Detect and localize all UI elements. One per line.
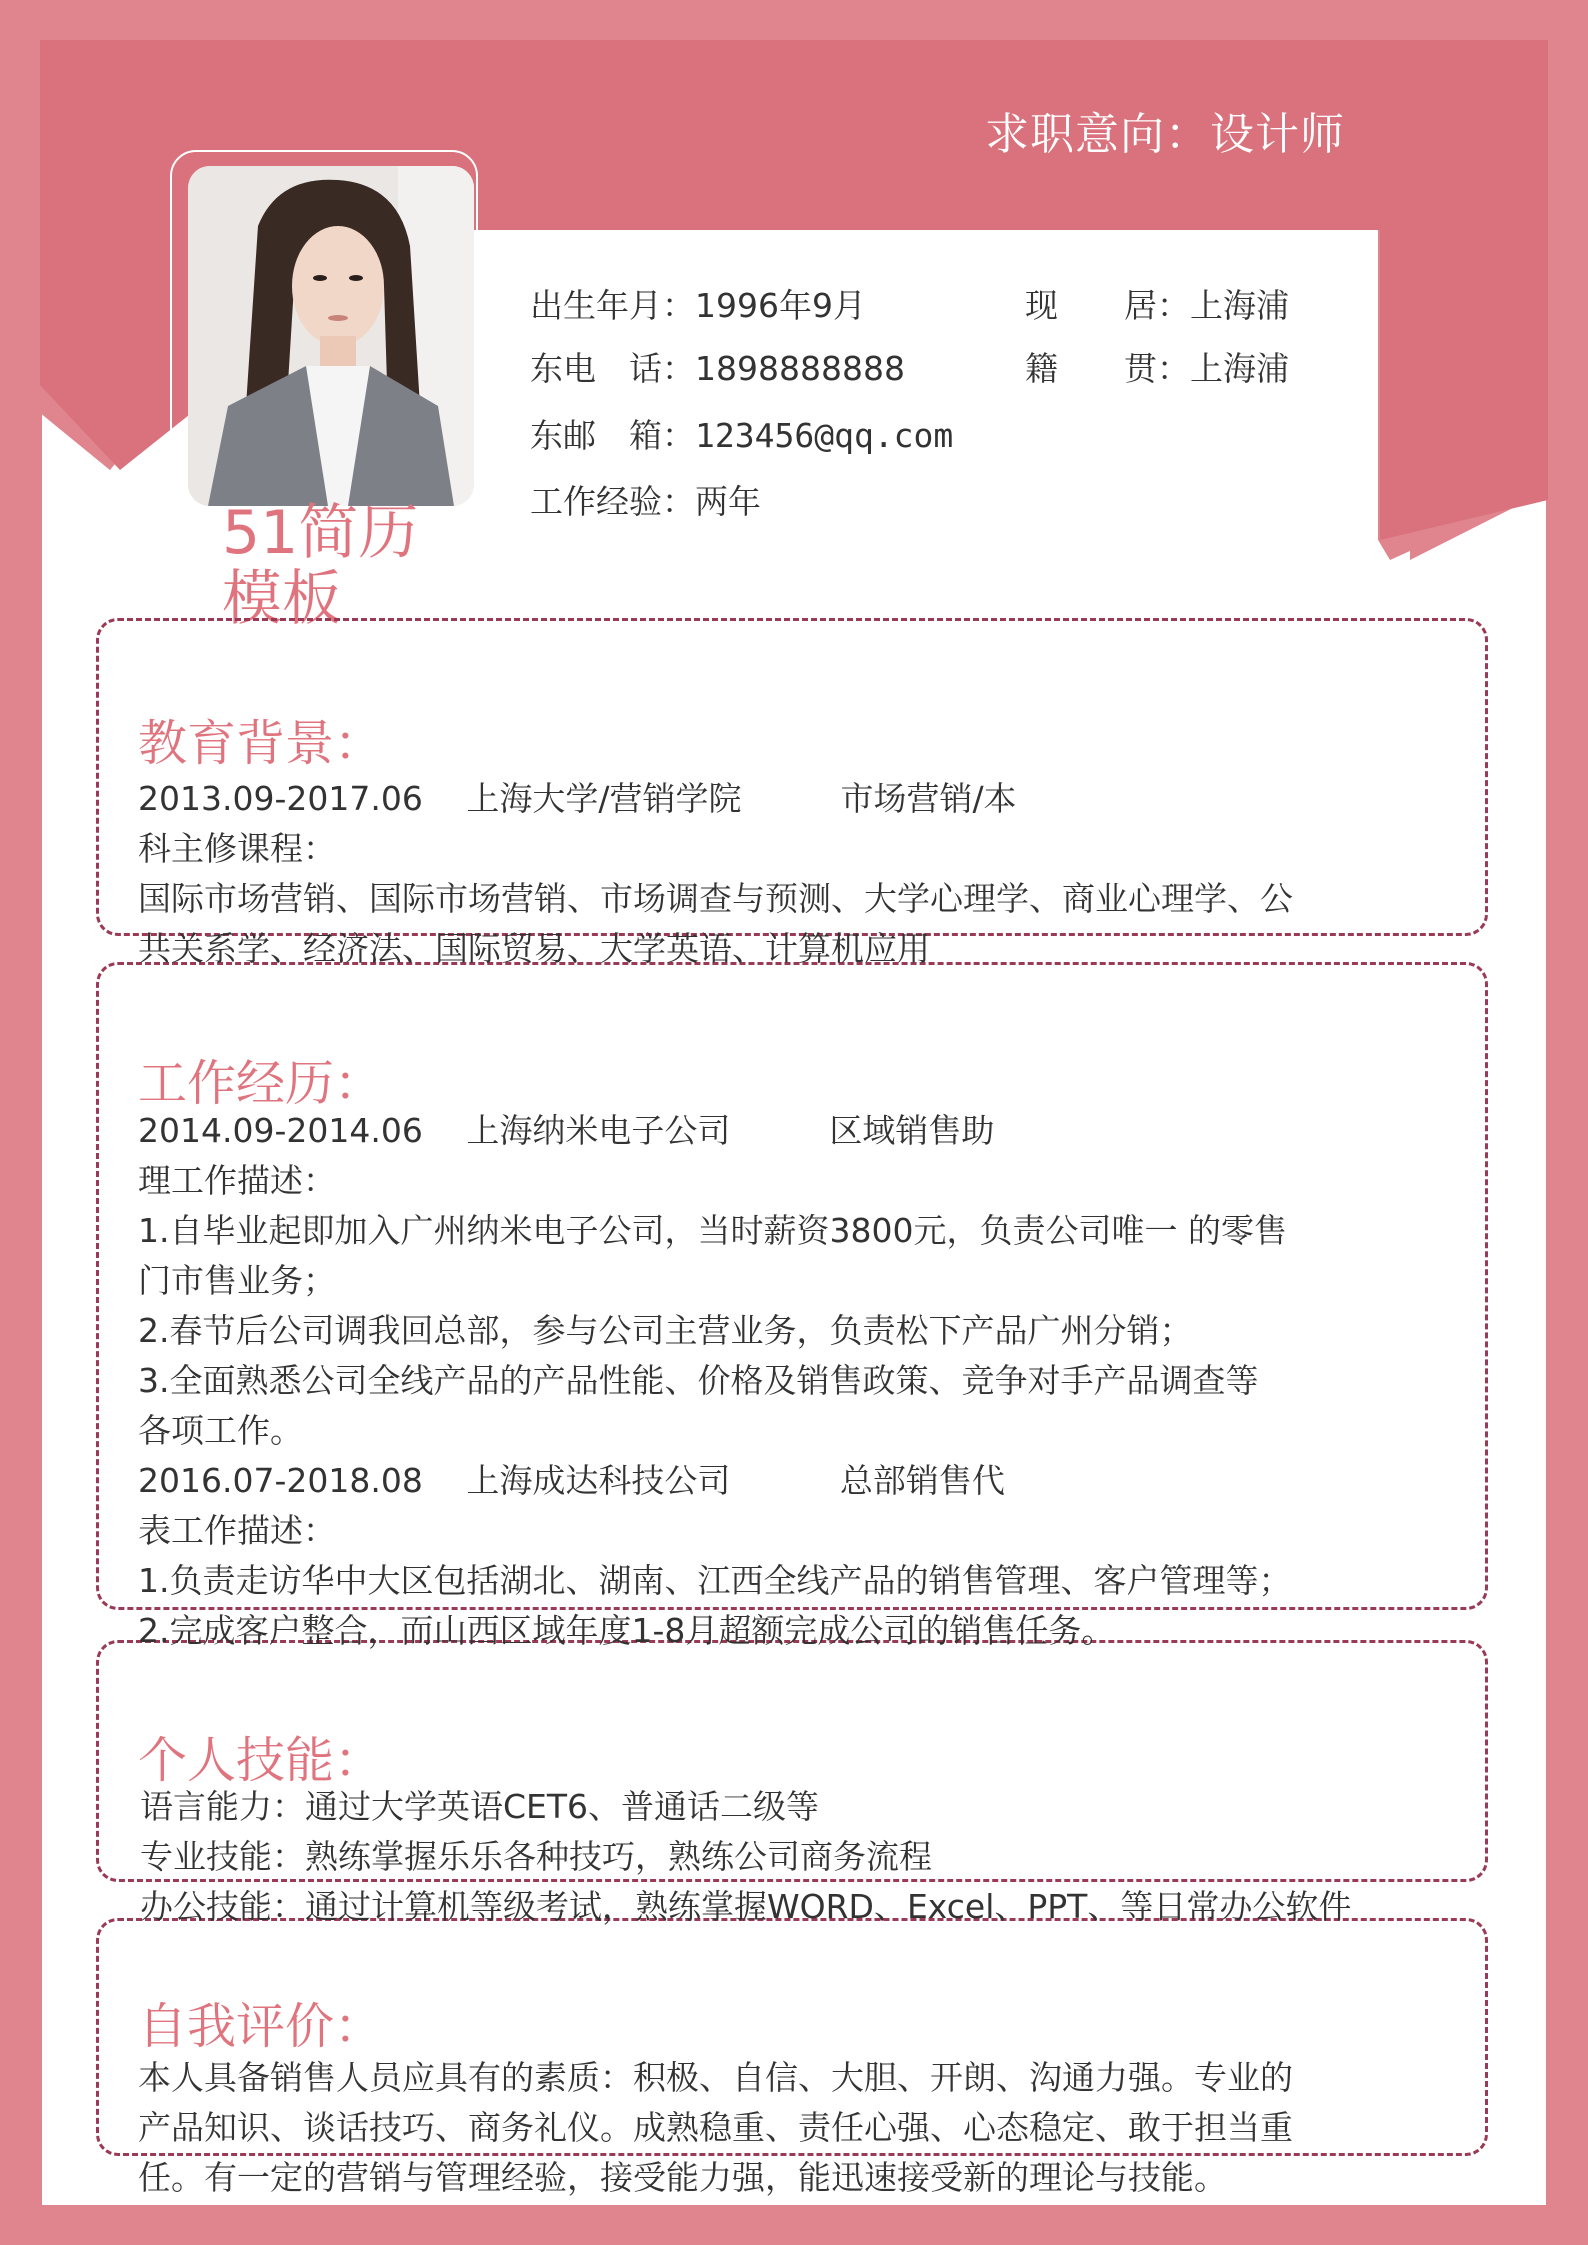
work-line: 2016.07-2018.08 上海成达科技公司 总部销售代 xyxy=(138,1461,1005,1500)
work-line: 门市售业务； xyxy=(138,1261,336,1300)
birth-value: 1996年9月 xyxy=(695,286,866,325)
birth-row xyxy=(530,280,866,327)
email-value: 123456@qq.com xyxy=(695,416,954,455)
email-label: 东邮 箱： xyxy=(530,416,695,455)
birth-label: 出生年月： xyxy=(530,286,695,325)
work-line: 1.负责走访华中大区包括湖北、湖南、江西全线产品的销售管理、客户管理等； xyxy=(138,1561,1292,1600)
profile-photo xyxy=(188,166,474,506)
phone-row xyxy=(530,343,905,390)
skills-body xyxy=(140,1782,1351,1932)
work-line: 2.春节后公司调我回总部，参与公司主营业务，负责松下产品广州分销； xyxy=(138,1311,1193,1350)
self-eval-title: 自我评价： xyxy=(138,1998,384,2055)
phone-value: 1898888888 xyxy=(695,349,905,388)
work-line: 2014.09-2014.06 上海纳米电子公司 区域销售助 xyxy=(138,1111,995,1150)
work-line: 1.自毕业起即加入广州纳米电子公司，当时薪资3800元，负责公司唯一 的零售 xyxy=(138,1211,1287,1250)
skills-title: 个人技能： xyxy=(138,1732,384,1789)
experience-row xyxy=(530,476,761,523)
residence-value: 上海浦 xyxy=(1190,286,1289,325)
work-line: 3.全面熟悉公司全线产品的产品性能、价格及销售政策、竞争对手产品调查等 xyxy=(138,1361,1259,1400)
experience-label: 工作经验： xyxy=(530,482,695,521)
skills-line: 语言能力：通过大学英语CET6、普通话二级等 xyxy=(140,1787,820,1826)
logo-watermark: 51简历模板 xyxy=(222,498,419,634)
work-title: 工作经历： xyxy=(138,1055,384,1112)
skills-line: 办公技能：通过计算机等级考试，熟练掌握WORD、Excel、PPT、等日常办公软件 xyxy=(140,1887,1352,1926)
origin-value: 上海浦 xyxy=(1190,349,1289,388)
skills-line: 专业技能：熟练掌握乐乐各种技巧，熟练公司商务流程 xyxy=(140,1837,932,1876)
residence-label: 现 居： xyxy=(1025,286,1190,325)
education-line: 国际市场营销、国际市场营销、市场调查与预测、大学心理学、商业心理学、公 xyxy=(138,879,1293,918)
education-line: 科主修课程： xyxy=(138,829,336,868)
education-line: 2013.09-2017.06 上海大学/营销学院 市场营销/本 xyxy=(138,779,1017,818)
experience-value: 两年 xyxy=(695,482,761,521)
self-eval-line: 任。有一定的营销与管理经验，接受能力强，能迅速接受新的理论与技能。 xyxy=(138,2158,1227,2197)
work-line: 表工作描述： xyxy=(138,1511,336,1550)
education-title: 教育背景： xyxy=(138,715,384,772)
residence-row xyxy=(1025,280,1289,327)
self-eval-line: 本人具备销售人员应具有的素质：积极、自信、大胆、开朗、沟通力强。专业的 xyxy=(138,2058,1293,2097)
person-photo-icon xyxy=(188,166,474,506)
education-line: 共关系学、经济法、国际贸易、大学英语、计算机应用 xyxy=(138,929,930,968)
work-line: 各项工作。 xyxy=(138,1411,303,1450)
origin-label: 籍 贯： xyxy=(1025,349,1190,388)
email-row xyxy=(530,410,953,457)
origin-row xyxy=(1025,343,1289,390)
work-line: 理工作描述： xyxy=(138,1161,336,1200)
education-body xyxy=(138,774,1293,974)
phone-label: 东电 话： xyxy=(530,349,695,388)
self-eval-body xyxy=(138,2053,1293,2203)
job-intent-title: 求职意向：设计师 xyxy=(985,109,1345,160)
work-line: 2.完成客户整合，而山西区域年度1-8月超额完成公司的销售任务。 xyxy=(138,1611,1115,1650)
work-body xyxy=(138,1106,1292,1656)
self-eval-line: 产品知识、谈话技巧、商务礼仪。成熟稳重、责任心强、心态稳定、敢于担当重 xyxy=(138,2108,1293,2147)
